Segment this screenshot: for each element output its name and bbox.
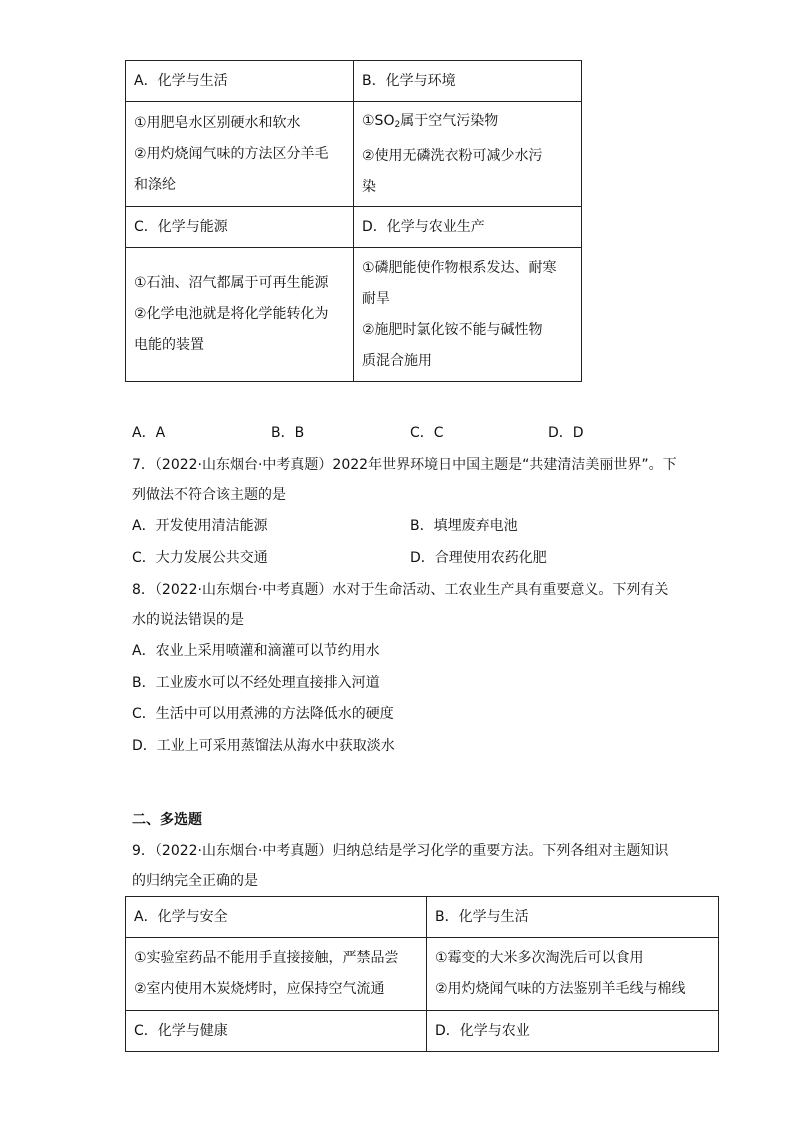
q7-option-a[interactable]: A．开发使用清洁能源 [132, 518, 268, 534]
table2-b-header: B．化学与生活 [427, 897, 719, 938]
table1-c-item: 电能的装置 [134, 337, 204, 353]
q6-option-a[interactable]: A．A [132, 425, 166, 441]
table2-d-header: D．化学与农业 [427, 1011, 719, 1052]
table1-d-header: D．化学与农业生产 [354, 207, 582, 248]
q8-stem-line2: 水的说法错误的是 [132, 612, 244, 628]
table1-a-item: ②用灼烧闻气味的方法区分羊毛 [134, 145, 329, 162]
table1-a-item: ①用肥皂水区别硬水和软水 [134, 114, 301, 131]
table2-b-item: ②用灼烧闻气味的方法鉴别羊毛线与棉线 [435, 981, 686, 997]
table2-a-header: A．化学与安全 [126, 897, 427, 938]
q7-stem-line2: 列做法不符合该主题的是 [132, 487, 286, 503]
table1-c-content [126, 248, 354, 382]
q7-option-d[interactable]: D．合理使用农药化肥 [410, 550, 547, 566]
table2-c-header: C．化学与健康 [126, 1011, 427, 1052]
q6-option-d[interactable]: D．D [548, 425, 584, 441]
table2-b-item: ①霉变的大米多次淘洗后可以食用 [435, 950, 644, 966]
table1-c-item: ②化学电池就是将化学能转化为 [134, 306, 329, 322]
table1-a-item: 和涤纶 [134, 176, 176, 193]
q6-option-b[interactable]: B．B [271, 425, 305, 441]
q8-option-a[interactable]: A．农业上采用喷灌和滴灌可以节约用水 [132, 643, 380, 659]
table1-b-header: B．化学与环境 [354, 61, 582, 102]
q9-stem-line2: 的归纳完全正确的是 [132, 873, 258, 889]
table2-a-item: ①实验室药品不能用手直接接触，严禁品尝 [134, 950, 399, 966]
question9-table [125, 896, 719, 1052]
q8-option-c[interactable]: C．生活中可以用煮沸的方法降低水的硬度 [132, 706, 394, 722]
table1-d-item: ②施肥时氯化铵不能与碱性物 [362, 321, 543, 338]
table1-b-item: $①SO_2$属于空气污染物 [362, 112, 499, 130]
table1-a-content [126, 102, 354, 207]
table1-b-item: 染 [362, 178, 376, 195]
q7-option-c[interactable]: C．大力发展公共交通 [132, 550, 268, 566]
table1-c-item: ①石油、沼气都属于可再生能源 [134, 275, 329, 291]
question6-table [125, 60, 582, 382]
table2-a-item: ②室内使用木炭烧烤时，应保持空气流通 [134, 981, 385, 997]
q7-option-b[interactable]: B．填埋废弃电池 [410, 518, 518, 534]
q6-option-c[interactable]: C．C [410, 425, 444, 441]
table1-d-item: ①磷肥能使作物根系发达、耐寒 [362, 259, 557, 276]
table1-d-content [354, 248, 582, 382]
q8-stem-line1: 8．（2022·山东烟台·中考真题）水对于生命活动、工农业生产具有重要意义。下列有关 [132, 582, 669, 598]
section-heading-multiple-choice: 二、多选题 [132, 812, 202, 828]
table1-b-content [354, 102, 582, 207]
table1-c-header: C．化学与能源 [126, 207, 354, 248]
table1-d-item: 耐旱 [362, 290, 390, 307]
table1-a-header: A．化学与生活 [126, 61, 354, 102]
q9-stem-line1: 9．（2022·山东烟台·中考真题）归纳总结是学习化学的重要方法。下列各组对主题知识 [132, 843, 669, 859]
table2-a-content [126, 938, 427, 1011]
q8-option-d[interactable]: D．工业上可采用蒸馏法从海水中获取淡水 [132, 738, 395, 754]
q8-option-b[interactable]: B．工业废水可以不经处理直接排入河道 [132, 675, 380, 691]
table1-d-item: 质混合施用 [362, 352, 432, 369]
table1-b-item: ②使用无磷洗衣粉可减少水污 [362, 147, 543, 164]
table2-b-content [427, 938, 719, 1011]
q7-stem-line1: 7．（2022·山东烟台·中考真题）2022年世界环境日中国主题是“共建清洁美丽世界”。下 [132, 457, 677, 473]
